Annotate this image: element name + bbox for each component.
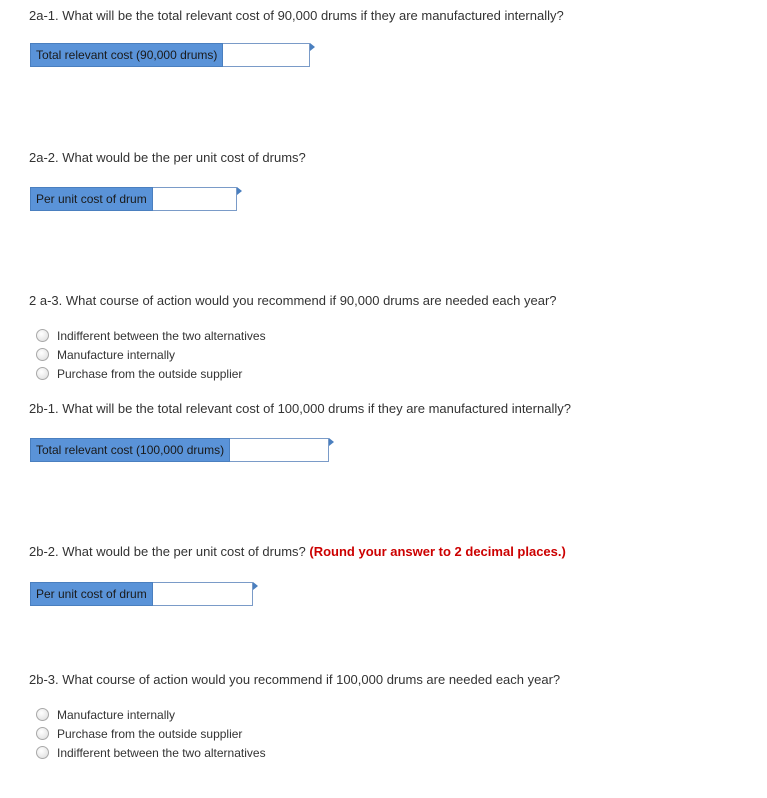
- radio-group-2b3: [36, 705, 266, 762]
- radio-option-indifferent[interactable]: [36, 326, 266, 345]
- question-2b2-text: 2b-2. What would be the per unit cost of drums?: [29, 544, 310, 559]
- rounding-note: (Round your answer to 2 decimal places.): [309, 544, 566, 559]
- radio-option-manufacture[interactable]: [36, 705, 266, 724]
- field-row-2a1: [30, 43, 310, 67]
- input-total-cost-90000[interactable]: [223, 43, 310, 67]
- radio-button[interactable]: [36, 708, 49, 721]
- input-per-unit-cost-2b2[interactable]: [153, 582, 253, 606]
- field-row-2a2: [30, 187, 237, 211]
- field-label-per-unit-cost: Per unit cost of drum: [30, 582, 153, 606]
- input-flag-icon: [237, 187, 242, 195]
- question-2b1: 2b-1. What will be the total relevant cost of 100,000 drums if they are manufactured internally?: [29, 401, 571, 416]
- field-label-total-cost-100000: Total relevant cost (100,000 drums): [30, 438, 230, 462]
- option-label: Purchase from the outside supplier: [57, 726, 243, 741]
- field-row-2b2: [30, 582, 253, 606]
- option-label: Purchase from the outside supplier: [57, 366, 243, 381]
- input-flag-icon: [329, 438, 334, 446]
- radio-button[interactable]: [36, 746, 49, 759]
- radio-option-purchase[interactable]: [36, 724, 266, 743]
- radio-option-indifferent[interactable]: [36, 743, 266, 762]
- input-flag-icon: [310, 43, 315, 51]
- field-row-2b1: [30, 438, 329, 462]
- radio-group-2a3: [36, 326, 266, 383]
- option-label: Manufacture internally: [57, 707, 176, 722]
- question-2b3: 2b-3. What course of action would you recommend if 100,000 drums are needed each year?: [29, 672, 561, 687]
- radio-button[interactable]: [36, 367, 49, 380]
- input-per-unit-cost-2a2[interactable]: [153, 187, 237, 211]
- radio-button[interactable]: [36, 727, 49, 740]
- option-label: Indifferent between the two alternatives: [57, 328, 266, 343]
- radio-button[interactable]: [36, 329, 49, 342]
- radio-button[interactable]: [36, 348, 49, 361]
- input-total-cost-100000[interactable]: [230, 438, 329, 462]
- input-flag-icon: [253, 582, 258, 590]
- option-label: Manufacture internally: [57, 347, 176, 362]
- radio-option-purchase[interactable]: [36, 364, 266, 383]
- field-label-total-cost-90000: Total relevant cost (90,000 drums): [30, 43, 223, 67]
- question-2a1: 2a-1. What will be the total relevant cost of 90,000 drums if they are manufactured internally?: [29, 8, 564, 23]
- field-label-per-unit-cost: Per unit cost of drum: [30, 187, 153, 211]
- option-label: Indifferent between the two alternatives: [57, 745, 266, 760]
- question-2a3: 2 a-3. What course of action would you recommend if 90,000 drums are needed each year?: [29, 293, 557, 308]
- question-2a2: 2a-2. What would be the per unit cost of drums?: [29, 150, 306, 165]
- question-2b2: [29, 544, 566, 560]
- radio-option-manufacture[interactable]: [36, 345, 266, 364]
